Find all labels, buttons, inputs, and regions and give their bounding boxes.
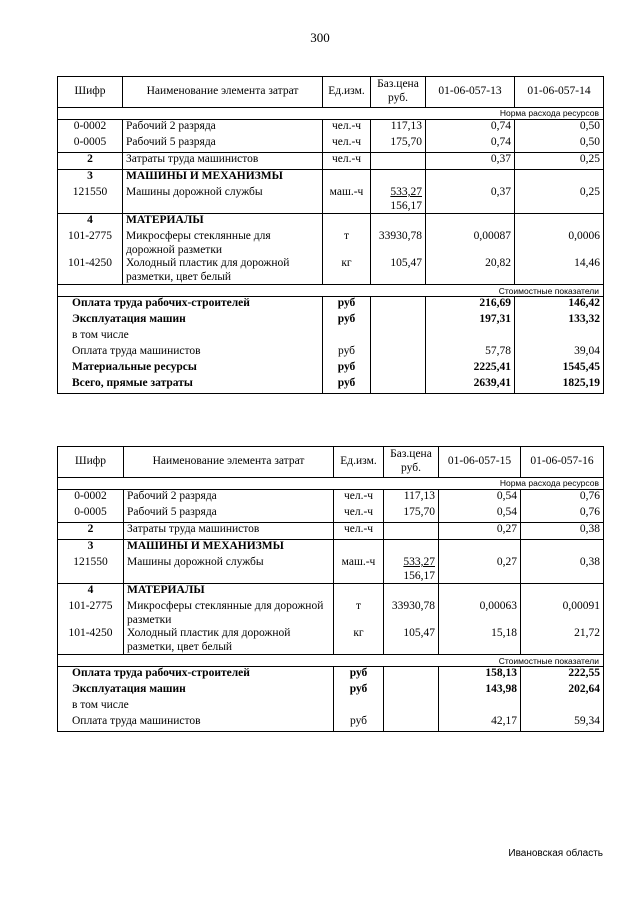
table-row [58, 136, 604, 153]
price-sub-value: 156,17 [390, 199, 422, 212]
table-header [58, 77, 604, 108]
row-unit: чел.-ч [334, 490, 384, 507]
row-value-1: 0,27 [439, 523, 521, 540]
row-unit: т [323, 230, 371, 257]
summary-value-1: 2225,41 [426, 361, 515, 377]
row-name: Микросферы стеклянные для дорожной разметки [123, 230, 323, 257]
header-col1: 01-06-057-13 [426, 77, 515, 108]
table-row [58, 600, 604, 627]
table-row [58, 153, 604, 170]
row-value-2: 0,0006 [515, 230, 604, 257]
row-unit: чел.-ч [334, 506, 384, 523]
row-unit: чел.-ч [323, 120, 371, 137]
summary-value-2: 146,42 [515, 297, 604, 314]
row-value-1: 0,37 [426, 186, 515, 214]
norm-label: Норма расхода ресурсов [58, 108, 604, 120]
table-row [58, 556, 604, 584]
header-name: Наименование элемента затрат [123, 77, 323, 108]
row-price [371, 153, 426, 170]
row-value-2: 21,72 [521, 627, 604, 655]
row-price: 117,13 [371, 120, 426, 137]
row-code: 0-0002 [58, 490, 124, 507]
row-value-1: 0,54 [439, 490, 521, 507]
row-unit: чел.-ч [323, 136, 371, 153]
header-code: Шифр [58, 447, 124, 478]
summary-label: в том числе [58, 699, 334, 715]
section-title: МАШИНЫ И МЕХАНИЗМЫ [123, 170, 323, 187]
row-unit: кг [323, 257, 371, 285]
summary-label: Оплата труда рабочих-строителей [58, 297, 323, 314]
summary-row [58, 361, 604, 377]
table-row [58, 120, 604, 137]
table-row [58, 257, 604, 285]
summary-row [58, 297, 604, 314]
summary-unit: руб [334, 715, 384, 732]
summary-value-2: 1825,19 [515, 377, 604, 394]
summary-row [58, 345, 604, 361]
summary-unit: руб [334, 683, 384, 699]
section-row [58, 214, 604, 231]
row-value-1: 0,54 [439, 506, 521, 523]
row-name: Машины дорожной службы [124, 556, 334, 584]
header-unit: Ед.изм. [334, 447, 384, 478]
row-code: 121550 [58, 556, 124, 584]
summary-row [58, 683, 604, 699]
summary-value-2: 222,55 [521, 667, 604, 684]
row-code: 3 [58, 170, 123, 187]
section-row [58, 540, 604, 557]
header-name: Наименование элемента затрат [124, 447, 334, 478]
row-value-2: 14,46 [515, 257, 604, 285]
row-name: Затраты труда машинистов [124, 523, 334, 540]
row-code: 3 [58, 540, 124, 557]
summary-row [58, 667, 604, 684]
row-code: 4 [58, 214, 123, 231]
price-value: 533,27 [390, 186, 422, 198]
row-code: 4 [58, 584, 124, 601]
table-row [58, 490, 604, 507]
row-name: Холодный пластик для дорожной разметки, цвет белый [124, 627, 334, 655]
row-unit: т [334, 600, 384, 627]
row-name: Затраты труда машинистов [123, 153, 323, 170]
header-col1: 01-06-057-15 [439, 447, 521, 478]
summary-value-1: 216,69 [426, 297, 515, 314]
row-price [384, 523, 439, 540]
row-code: 2 [58, 523, 124, 540]
row-value-2: 0,76 [521, 506, 604, 523]
row-name: Рабочий 2 разряда [123, 120, 323, 137]
row-value-2: 0,50 [515, 136, 604, 153]
summary-row [58, 377, 604, 394]
summary-row [58, 715, 604, 732]
table-row [58, 523, 604, 540]
row-value-1: 0,27 [439, 556, 521, 584]
row-value-1: 0,00087 [426, 230, 515, 257]
summary-value-2: 202,64 [521, 683, 604, 699]
price-sub-value: 156,17 [403, 569, 435, 582]
section-row [58, 170, 604, 187]
cost-subheader [58, 655, 604, 667]
row-name: Машины дорожной службы [123, 186, 323, 214]
summary-value-1: 57,78 [426, 345, 515, 361]
row-price: 105,47 [384, 627, 439, 655]
footer-region: Ивановская область [508, 848, 603, 859]
row-name: Микросферы стеклянные для дорожной разметки [124, 600, 334, 627]
summary-unit: руб [323, 313, 371, 329]
summary-value-2: 59,34 [521, 715, 604, 732]
section-row [58, 584, 604, 601]
norm-subheader [58, 478, 604, 490]
section-title: МАТЕРИАЛЫ [123, 214, 323, 231]
summary-value-1: 197,31 [426, 313, 515, 329]
header-price: Баз.цена руб. [384, 447, 439, 478]
price-value: 533,27 [403, 556, 435, 568]
page-number: 300 [310, 30, 330, 45]
row-price: 175,70 [384, 506, 439, 523]
summary-unit: руб [334, 667, 384, 684]
table-row [58, 186, 604, 214]
cost-table-2 [57, 446, 604, 732]
row-code: 0-0005 [58, 506, 124, 523]
row-value-1: 0,74 [426, 136, 515, 153]
row-value-1: 15,18 [439, 627, 521, 655]
summary-value-2: 1545,45 [515, 361, 604, 377]
section-title: МАШИНЫ И МЕХАНИЗМЫ [124, 540, 334, 557]
row-code: 2 [58, 153, 123, 170]
row-price: 33930,78 [371, 230, 426, 257]
summary-value-1: 42,17 [439, 715, 521, 732]
table-row [58, 627, 604, 655]
header-unit: Ед.изм. [323, 77, 371, 108]
row-unit: маш.-ч [334, 556, 384, 584]
row-code: 0-0002 [58, 120, 123, 137]
table-header [58, 447, 604, 478]
summary-label: Всего, прямые затраты [58, 377, 323, 394]
header-col2: 01-06-057-14 [515, 77, 604, 108]
row-price: 105,47 [371, 257, 426, 285]
row-value-2: 0,25 [515, 186, 604, 214]
row-code: 121550 [58, 186, 123, 214]
row-price: 33930,78 [384, 600, 439, 627]
row-code: 101-4250 [58, 257, 123, 285]
row-value-2: 0,38 [521, 523, 604, 540]
row-value-2: 0,50 [515, 120, 604, 137]
row-name: Рабочий 2 разряда [124, 490, 334, 507]
table-row [58, 230, 604, 257]
cost-table-1 [57, 76, 604, 394]
row-price: 175,70 [371, 136, 426, 153]
summary-row [58, 329, 604, 345]
cost-label: Стоимостные показатели [58, 285, 604, 297]
summary-label: Оплата труда машинистов [58, 345, 323, 361]
norm-subheader [58, 108, 604, 120]
row-price [384, 556, 439, 584]
summary-unit: руб [323, 361, 371, 377]
row-name: Рабочий 5 разряда [124, 506, 334, 523]
summary-row [58, 699, 604, 715]
row-code: 101-2775 [58, 600, 124, 627]
header-code: Шифр [58, 77, 123, 108]
summary-label: Эксплуатация машин [58, 683, 334, 699]
summary-label: Эксплуатация машин [58, 313, 323, 329]
norm-label: Норма расхода ресурсов [58, 478, 604, 490]
row-value-2: 0,38 [521, 556, 604, 584]
row-unit: кг [334, 627, 384, 655]
row-value-2: 0,00091 [521, 600, 604, 627]
summary-value-2: 39,04 [515, 345, 604, 361]
row-value-2: 0,25 [515, 153, 604, 170]
row-code: 101-2775 [58, 230, 123, 257]
row-name: Рабочий 5 разряда [123, 136, 323, 153]
table-row [58, 506, 604, 523]
summary-label: Оплата труда рабочих-строителей [58, 667, 334, 684]
row-value-2: 0,76 [521, 490, 604, 507]
summary-unit: руб [323, 297, 371, 314]
row-unit: чел.-ч [323, 153, 371, 170]
cost-subheader [58, 285, 604, 297]
summary-value-1: 2639,41 [426, 377, 515, 394]
summary-value-2: 133,32 [515, 313, 604, 329]
header-col2: 01-06-057-16 [521, 447, 604, 478]
row-code: 101-4250 [58, 627, 124, 655]
cost-label: Стоимостные показатели [58, 655, 604, 667]
row-unit: чел.-ч [334, 523, 384, 540]
summary-value-1: 158,13 [439, 667, 521, 684]
row-value-1: 20,82 [426, 257, 515, 285]
row-price: 117,13 [384, 490, 439, 507]
summary-label: в том числе [58, 329, 323, 345]
summary-value-1: 143,98 [439, 683, 521, 699]
row-price [371, 186, 426, 214]
summary-unit: руб [323, 345, 371, 361]
section-title: МАТЕРИАЛЫ [124, 584, 334, 601]
summary-label: Материальные ресурсы [58, 361, 323, 377]
row-unit: маш.-ч [323, 186, 371, 214]
summary-label: Оплата труда машинистов [58, 715, 334, 732]
row-code: 0-0005 [58, 136, 123, 153]
row-value-1: 0,00063 [439, 600, 521, 627]
summary-row [58, 313, 604, 329]
row-name: Холодный пластик для дорожной разметки, цвет белый [123, 257, 323, 285]
row-value-1: 0,74 [426, 120, 515, 137]
header-price: Баз.цена руб. [371, 77, 426, 108]
summary-unit: руб [323, 377, 371, 394]
row-value-1: 0,37 [426, 153, 515, 170]
